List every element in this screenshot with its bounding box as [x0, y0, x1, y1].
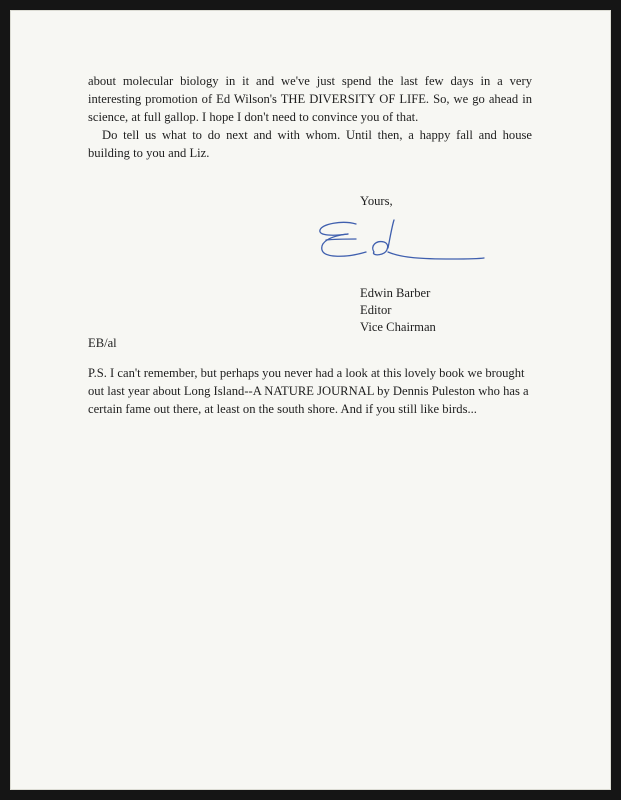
handwritten-signature	[312, 212, 492, 272]
paragraph-1: about molecular biology in it and we've just spend the last few days in a very interesting promotion of Ed Wilson's THE DIVERSITY OF LIFE. So, we go ahead in science, at full gallop. I hope I don't need to convince you of that.	[88, 74, 532, 124]
typist-initials: EB/al	[88, 336, 117, 350]
signer-name: Edwin Barber	[360, 286, 431, 300]
letter-body	[88, 72, 532, 162]
signature-block	[360, 285, 436, 336]
paragraph-2: Do tell us what to do next and with whom. Until then, a happy fall and house building to you and Liz.	[88, 128, 532, 160]
postscript: P.S. I can't remember, but perhaps you never had a look at this lovely book we brought out last year about Long Island--A NATURE JOURNAL by Dennis Puleston who has a certain fame out there, at least on the south shore. And if you still like birds...	[88, 366, 529, 416]
signer-title-vice-chairman: Vice Chairman	[360, 320, 436, 334]
signer-title-editor: Editor	[360, 303, 392, 317]
closing-line: Yours,	[360, 194, 393, 208]
